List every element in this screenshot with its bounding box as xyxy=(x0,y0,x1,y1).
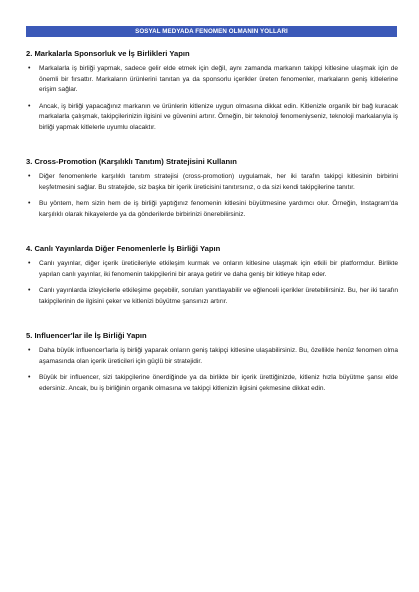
section-heading: 5. Influencer'lar ile İş Birliği Yapın xyxy=(26,331,147,340)
page-banner-title: SOSYAL MEDYADA FENOMEN OLMANIN YOLLARI xyxy=(26,26,397,37)
bullet-list xyxy=(22,172,401,220)
bullet-dot-icon: • xyxy=(28,65,31,72)
bullet-item xyxy=(28,259,401,280)
bullet-item xyxy=(28,64,401,96)
section-cross-promotion xyxy=(22,157,401,220)
bullet-text: Bu yöntem, hem sizin hem de iş birliği yaptığınız fenomenin kitlesini büyütmesine yardımcı olur. Örneğin, Instagram'da karşılıklı olarak hikayelerde ya da gönderilerde birbirinizi önerebilirsiniz. xyxy=(39,200,398,218)
bullet-list xyxy=(22,346,401,394)
bullet-item xyxy=(28,346,401,367)
bullet-text: Markalarla iş birliği yapmak, sadece gelir elde etmek için değil, aynı zamanda markanın takipçi kitlesine ulaşmak için de önemli bir fırsattır. Markaların ürünlerini tanıtan ya da sponsorlu içerikler üreten fenomenler, markaların geniş kitlelerine erişim sağlar. xyxy=(39,65,398,93)
section-heading: 2. Markalarla Sponsorluk ve İş Birlikleri Yapın xyxy=(26,49,190,58)
section-sponsorship xyxy=(22,49,401,133)
bullet-dot-icon: • xyxy=(28,374,31,381)
bullet-list xyxy=(22,64,401,133)
bullet-dot-icon: • xyxy=(28,260,31,267)
bullet-item xyxy=(28,102,401,134)
bullet-text: Canlı yayınlarda izleyicilerle etkileşime geçebilir, soruları yanıtlayabilir ve eğlenceli içerikler üretebilirsiniz. Bu, her iki tarafın takipçilerinin de ilgisini çeker ve kitlenizi büyütme şansınızı artırır. xyxy=(39,287,398,305)
bullet-dot-icon: • xyxy=(28,347,31,354)
bullet-list xyxy=(22,259,401,307)
bullet-text: Canlı yayınlar, diğer içerik üreticileriyle etkileşim kurmak ve onların kitlesine ulaşmak için etkili bir platformdur. Birlikte yapılan canlı yayınlar, iki fenomenin takipçilerini bir araya getirir ve daha geniş bir kitleye hitap eder. xyxy=(39,260,398,278)
section-heading: 4. Canlı Yayınlarda Diğer Fenomenlerle İş Birliği Yapın xyxy=(26,244,221,253)
section-live-streams xyxy=(22,244,401,307)
bullet-text: Büyük bir influencer, sizi takipçilerine önerdiğinde ya da birlikte bir içerik ürettiğinizde, kitleniz hızla büyütme şansı elde edersiniz. Ancak, bu iş birliğinin organik olmasına ve takipçi kitlenizin ilgisini çekmesine dikkat edin. xyxy=(39,374,398,392)
bullet-item xyxy=(28,172,401,193)
bullet-item xyxy=(28,286,401,307)
section-influencers xyxy=(22,331,401,394)
bullet-text: Daha büyük influencer'larla iş birliği yaparak onların geniş takipçi kitlesine ulaşabilirsiniz. Bu, özellikle henüz fenomen olma aşamasında olan içerik üreticileri için güçlü bir stratejidir. xyxy=(39,347,398,365)
bullet-dot-icon: • xyxy=(28,287,31,294)
bullet-dot-icon: • xyxy=(28,102,31,110)
bullet-text: Diğer fenomenlerle karşılıklı tanıtım stratejisi (cross-promotion) uygulamak, her iki tarafın takipçi kitlesinin birbirini keşfetmesini sağlar. Bu stratejide, siz başka bir içerik üreticisini tanıtırsınız, o da sizi kendi takipçilerine tanıtır. xyxy=(39,173,398,191)
bullet-dot-icon: • xyxy=(28,200,31,207)
bullet-dot-icon: • xyxy=(28,173,31,180)
bullet-item xyxy=(28,373,401,394)
bullet-text: Ancak, iş birliği yapacağınız markanın ve ürünlerin kitlenize uygun olmasına dikkat edin. Kitlenizle organik bir bağ kuracak markalarla çalışmak, takipçilerinizin ilgisini ve güvenini artırır. Örneğin, bir teknoloji fenomeniyseniz, teknoloji markalarıyla iş birliği yapmak kitlelerle uyumlu olacaktır. xyxy=(39,102,398,131)
section-heading: 3. Cross-Promotion (Karşılıklı Tanıtım) Stratejisini Kullanın xyxy=(26,157,237,166)
bullet-item xyxy=(28,199,401,220)
